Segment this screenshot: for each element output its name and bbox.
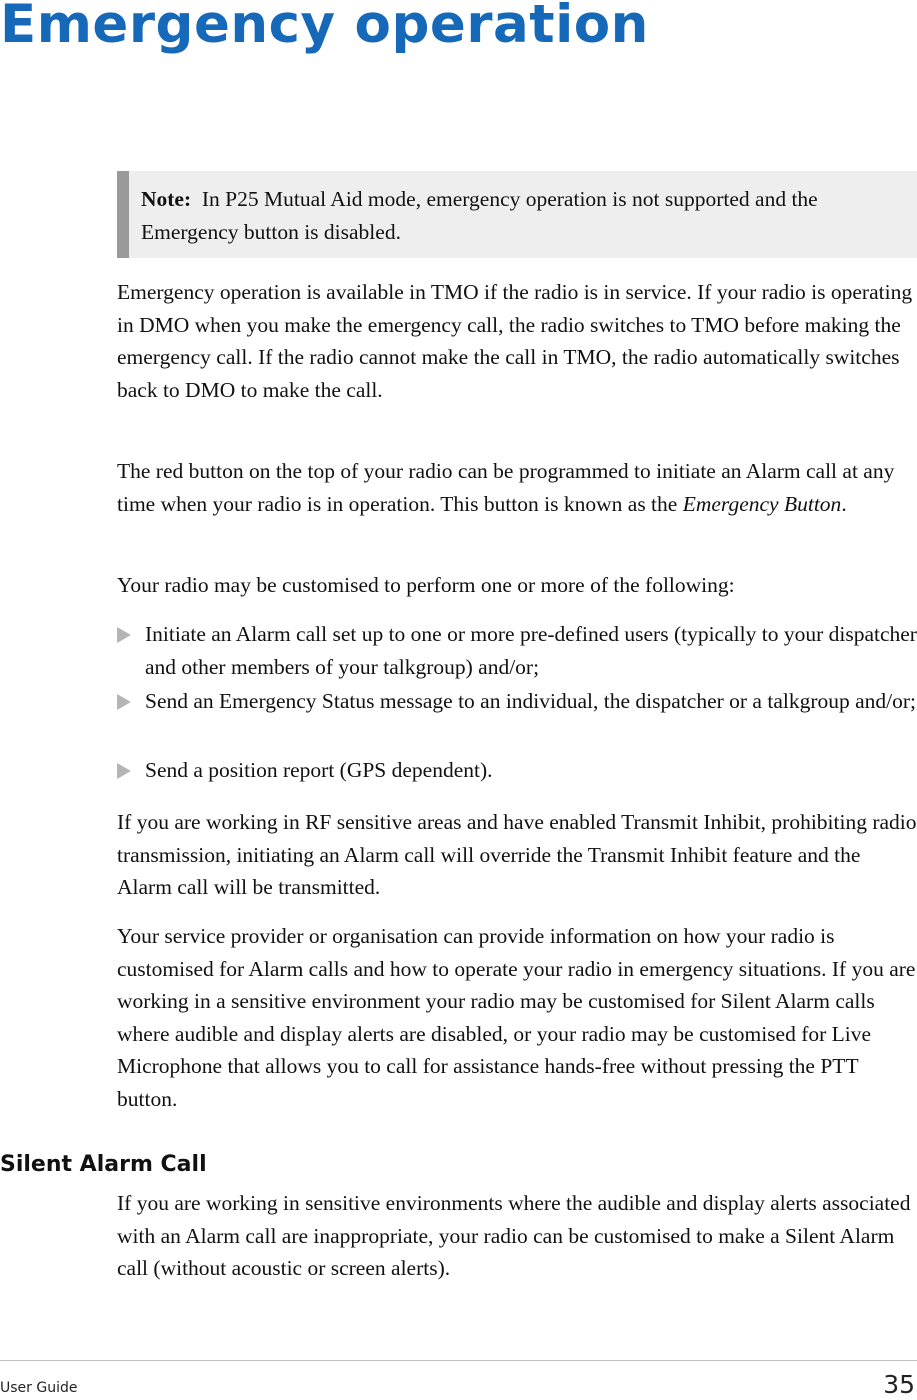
note-label: Note: [141, 187, 192, 211]
paragraph-service-provider: Your service provider or organisation can provide information on how your radio is customised for Alarm calls and how to operate your radio in emergency situations. If you are working in a sensitive environment your radio may be customised for Silent Alarm calls where audible and display alerts are disabled, or your radio may be customised for Live Microphone that allows you to call for assistance hands-free without pressing the PTT button. [117, 924, 916, 1111]
list-item-text: Send a position report (GPS dependent). [145, 758, 493, 782]
footer-divider [0, 1360, 917, 1361]
paragraph-emergency-button-text: The red button on the top of your radio can be programmed to initiate an Alarm call at any time when your radio is in operation. This button is known as the [117, 459, 895, 516]
list-item [117, 754, 917, 787]
list-item [117, 685, 917, 718]
list-item-text: Initiate an Alarm call set up to one or more pre-defined users (typically to your dispatcher and other members of your talkgroup) and/or; [145, 622, 917, 679]
triangle-bullet-icon [117, 763, 131, 779]
page-number: 35 [883, 1370, 915, 1399]
paragraph-emergency-button [117, 455, 917, 520]
paragraph-customisation-intro: Your radio may be customised to perform one or more of the following: [117, 573, 735, 597]
emergency-button-term: Emergency Button [682, 491, 842, 516]
list-item [117, 618, 917, 683]
note-text: In P25 Mutual Aid mode, emergency operation is not supported and the Emergency button is disabled. [141, 187, 818, 244]
triangle-bullet-icon [117, 627, 131, 643]
paragraph-emergency-button-end: . [841, 491, 847, 516]
footer-doc-name: User Guide [0, 1380, 78, 1396]
section-heading: Silent Alarm Call [0, 1152, 207, 1177]
list-item-text: Send an Emergency Status message to an individual, the dispatcher or a talkgroup and/or; [145, 689, 917, 713]
paragraph-transmit-inhibit: If you are working in RF sensitive areas and have enabled Transmit Inhibit, prohibiting radio transmission, initiating an Alarm call will override the Transmit Inhibit feature and the Alarm call will be transmitted. [117, 810, 917, 899]
paragraph-tmo-availability: Emergency operation is available in TMO if the radio is in service. If your radio is operating in DMO when you make the emergency call, the radio switches to TMO before making the emergency call. If the radio cannot make the call in TMO, the radio automatically switches back to DMO to make the call. [117, 280, 913, 402]
paragraph-silent-alarm: If you are working in sensitive environments where the audible and display alerts associated with an Alarm call are inappropriate, your radio can be customised to make a Silent Alarm call (without acoustic or screen alerts). [117, 1191, 911, 1280]
page-title: Emergency operation [0, 0, 649, 55]
note-box [117, 171, 917, 258]
triangle-bullet-icon [117, 694, 131, 710]
